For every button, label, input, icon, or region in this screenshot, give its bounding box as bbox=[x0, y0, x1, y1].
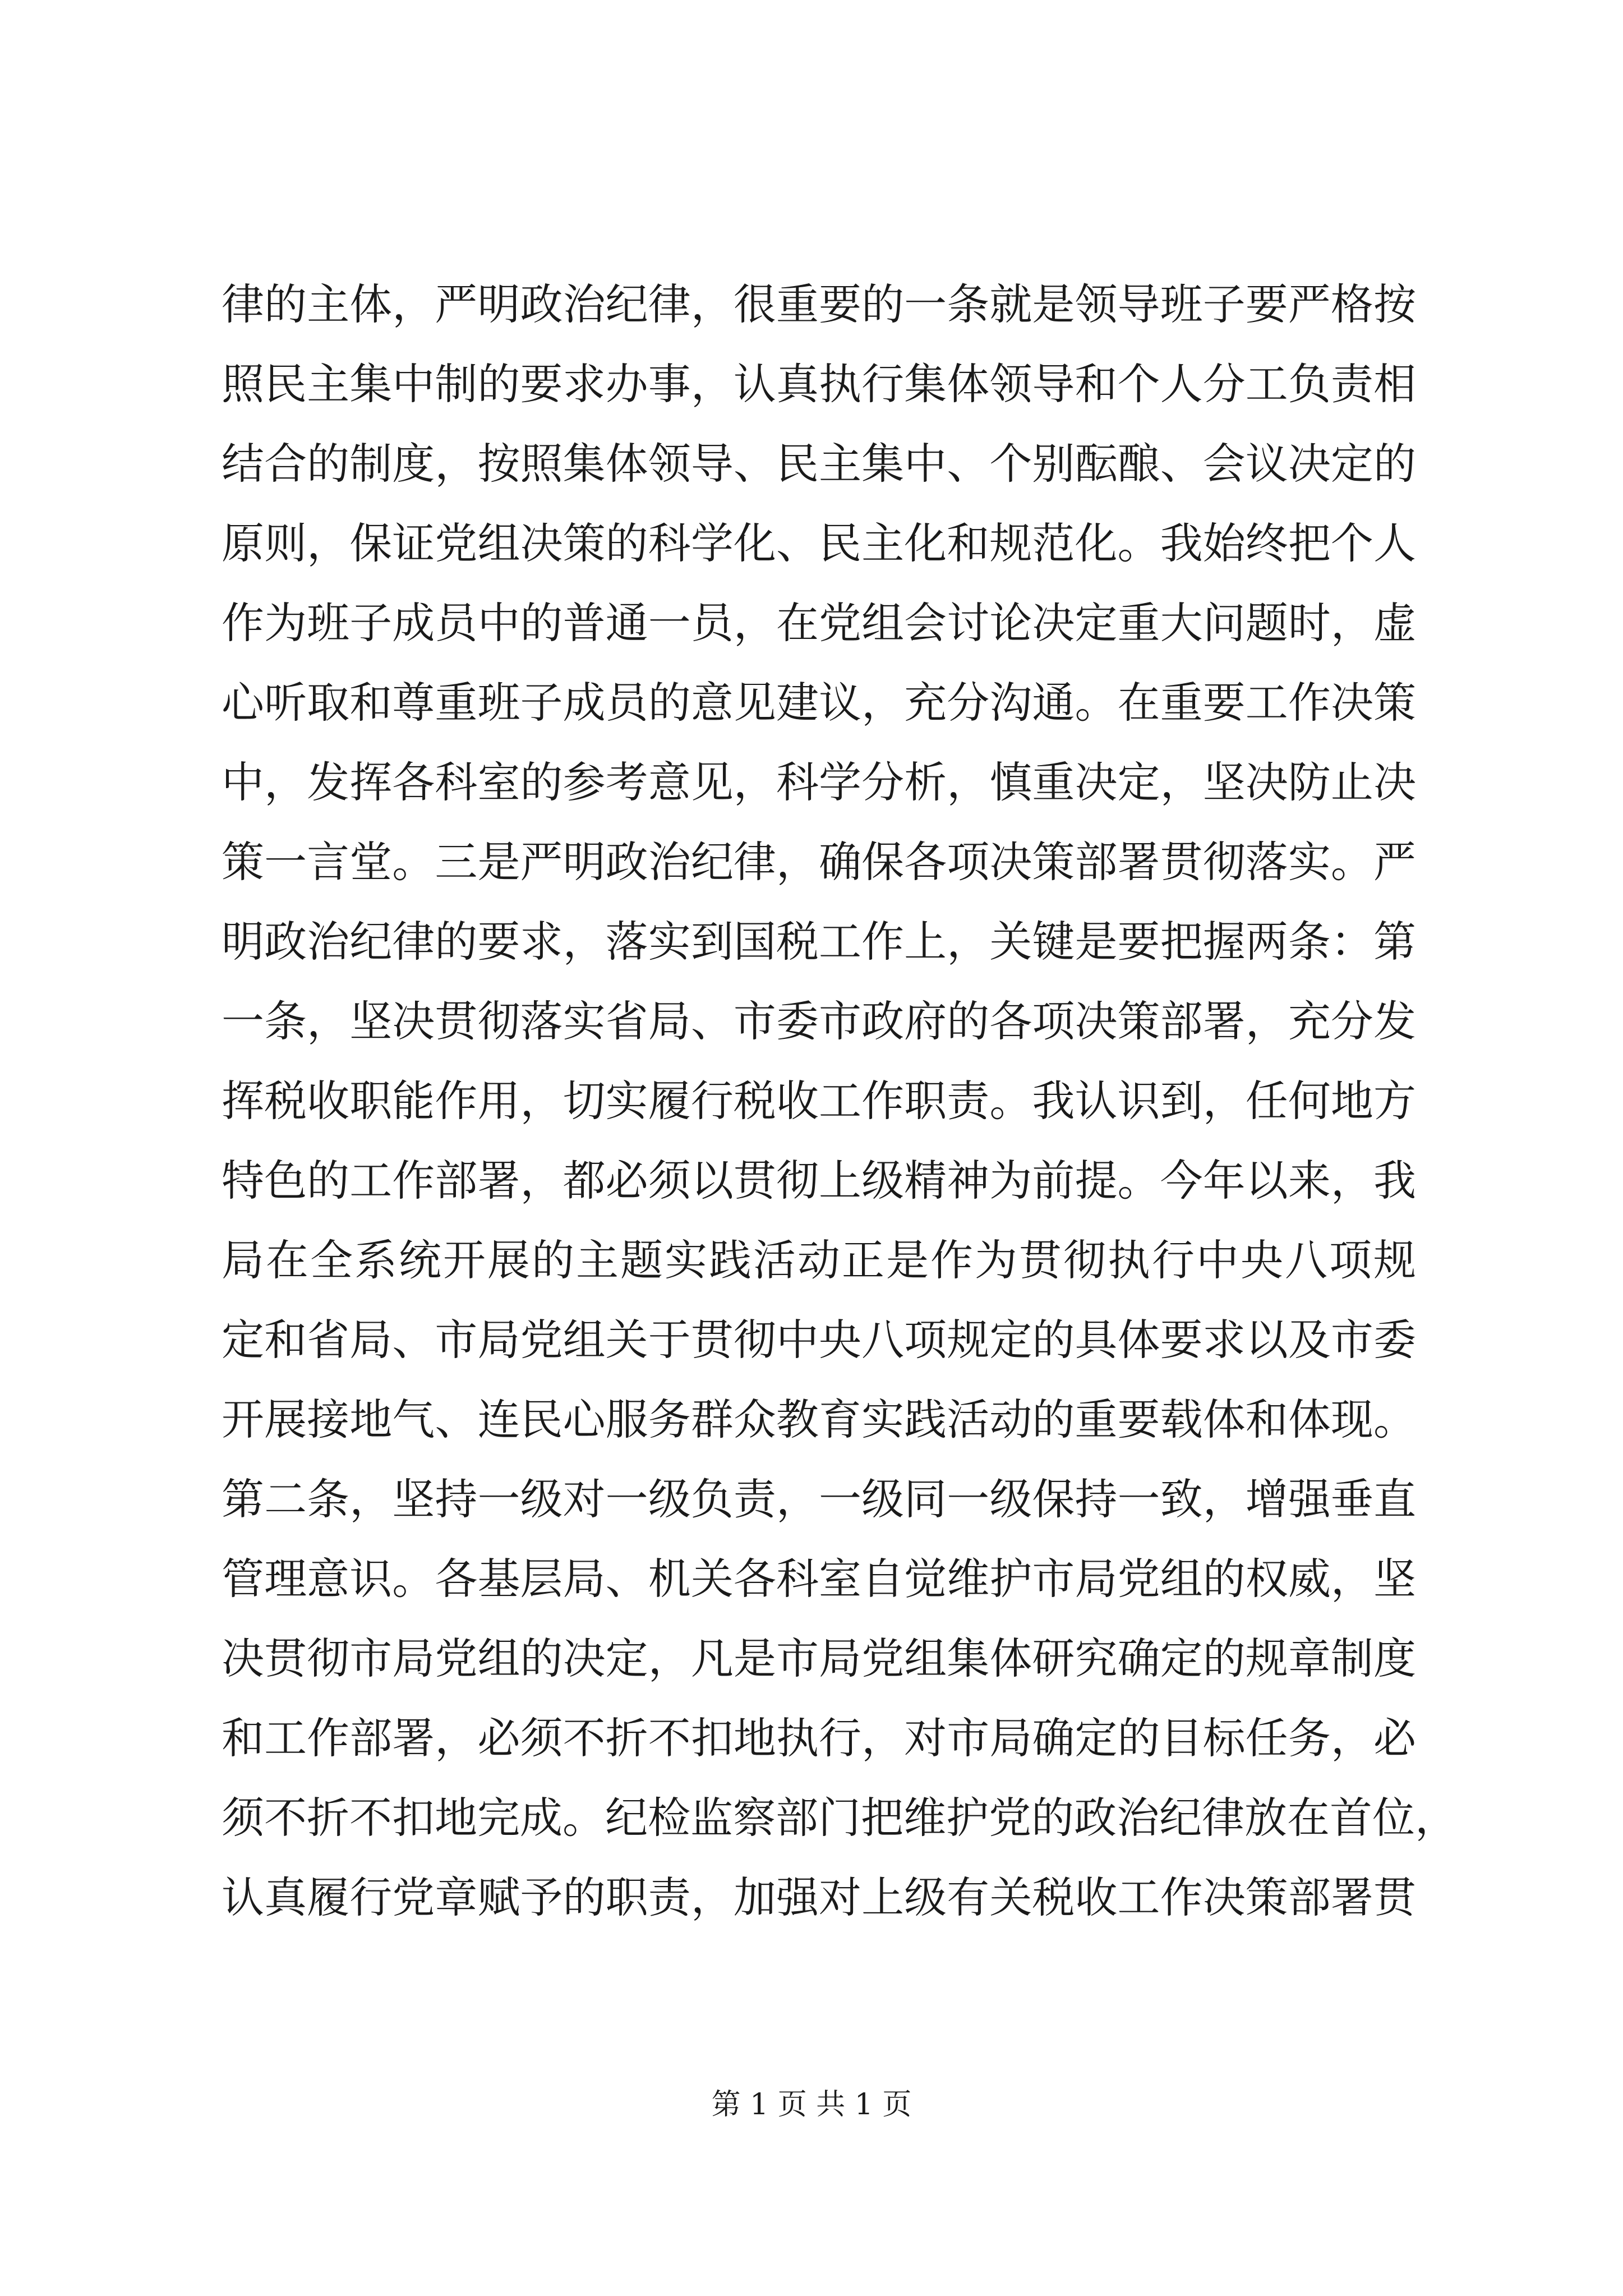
text-line: 心听取和尊重班子成员的意见建议，充分沟通。在重要工作决策 bbox=[222, 678, 1416, 728]
text-line: 开展接地气、连民心服务群众教育实践活动的重要载体和体现。 bbox=[222, 1395, 1416, 1444]
text-line: 照民主集中制的要求办事，认真执行集体领导和个人分工负责相 bbox=[222, 359, 1416, 409]
text-line: 策一言堂。三是严明政治纪律，确保各项决策部署贯彻落实。严 bbox=[222, 837, 1416, 887]
text-line: 第二条，坚持一级对一级负责，一级同一级保持一致，增强垂直 bbox=[222, 1474, 1416, 1524]
text-line: 作为班子成员中的普通一员，在党组会讨论决定重大问题时，虚 bbox=[222, 598, 1416, 648]
text-line: 管理意识。各基层局、机关各科室自觉维护市局党组的权威，坚 bbox=[222, 1554, 1416, 1604]
text-line: 一条，坚决贯彻落实省局、市委市政府的各项决策部署，充分发 bbox=[222, 996, 1416, 1046]
text-line: 中，发挥各科室的参考意见，科学分析，慎重决定，坚决防止决 bbox=[222, 757, 1416, 807]
text-line: 局在全系统开展的主题实践活动正是作为贯彻执行中央八项规 bbox=[222, 1235, 1416, 1285]
text-line: 认真履行党章赋予的职责，加强对上级有关税收工作决策部署贯 bbox=[222, 1872, 1416, 1922]
text-line: 律的主体，严明政治纪律，很重要的一条就是领导班子要严格按 bbox=[222, 279, 1416, 329]
text-line: 和工作部署，必须不折不扣地执行，对市局确定的目标任务，必 bbox=[222, 1713, 1416, 1763]
body-text bbox=[222, 265, 1458, 1938]
text-line: 定和省局、市局党组关于贯彻中央八项规定的具体要求以及市委 bbox=[222, 1315, 1416, 1365]
page-number-footer: 第 1 页 共 1 页 bbox=[711, 2088, 912, 2122]
text-line: 须不折不扣地完成。纪检监察部门把维护党的政治纪律放在首位， bbox=[222, 1793, 1458, 1843]
text-line: 明政治纪律的要求，落实到国税工作上，关键是要把握两条：第 bbox=[222, 917, 1416, 967]
text-line: 结合的制度，按照集体领导、民主集中、个别酝酿、会议决定的 bbox=[222, 439, 1416, 489]
text-line: 原则，保证党组决策的科学化、民主化和规范化。我始终把个人 bbox=[222, 518, 1416, 568]
text-line: 特色的工作部署，都必须以贯彻上级精神为前提。今年以来，我 bbox=[222, 1156, 1416, 1205]
text-line: 决贯彻市局党组的决定，凡是市局党组集体研究确定的规章制度 bbox=[222, 1634, 1416, 1683]
text-line: 挥税收职能作用，切实履行税收工作职责。我认识到，任何地方 bbox=[222, 1076, 1416, 1126]
